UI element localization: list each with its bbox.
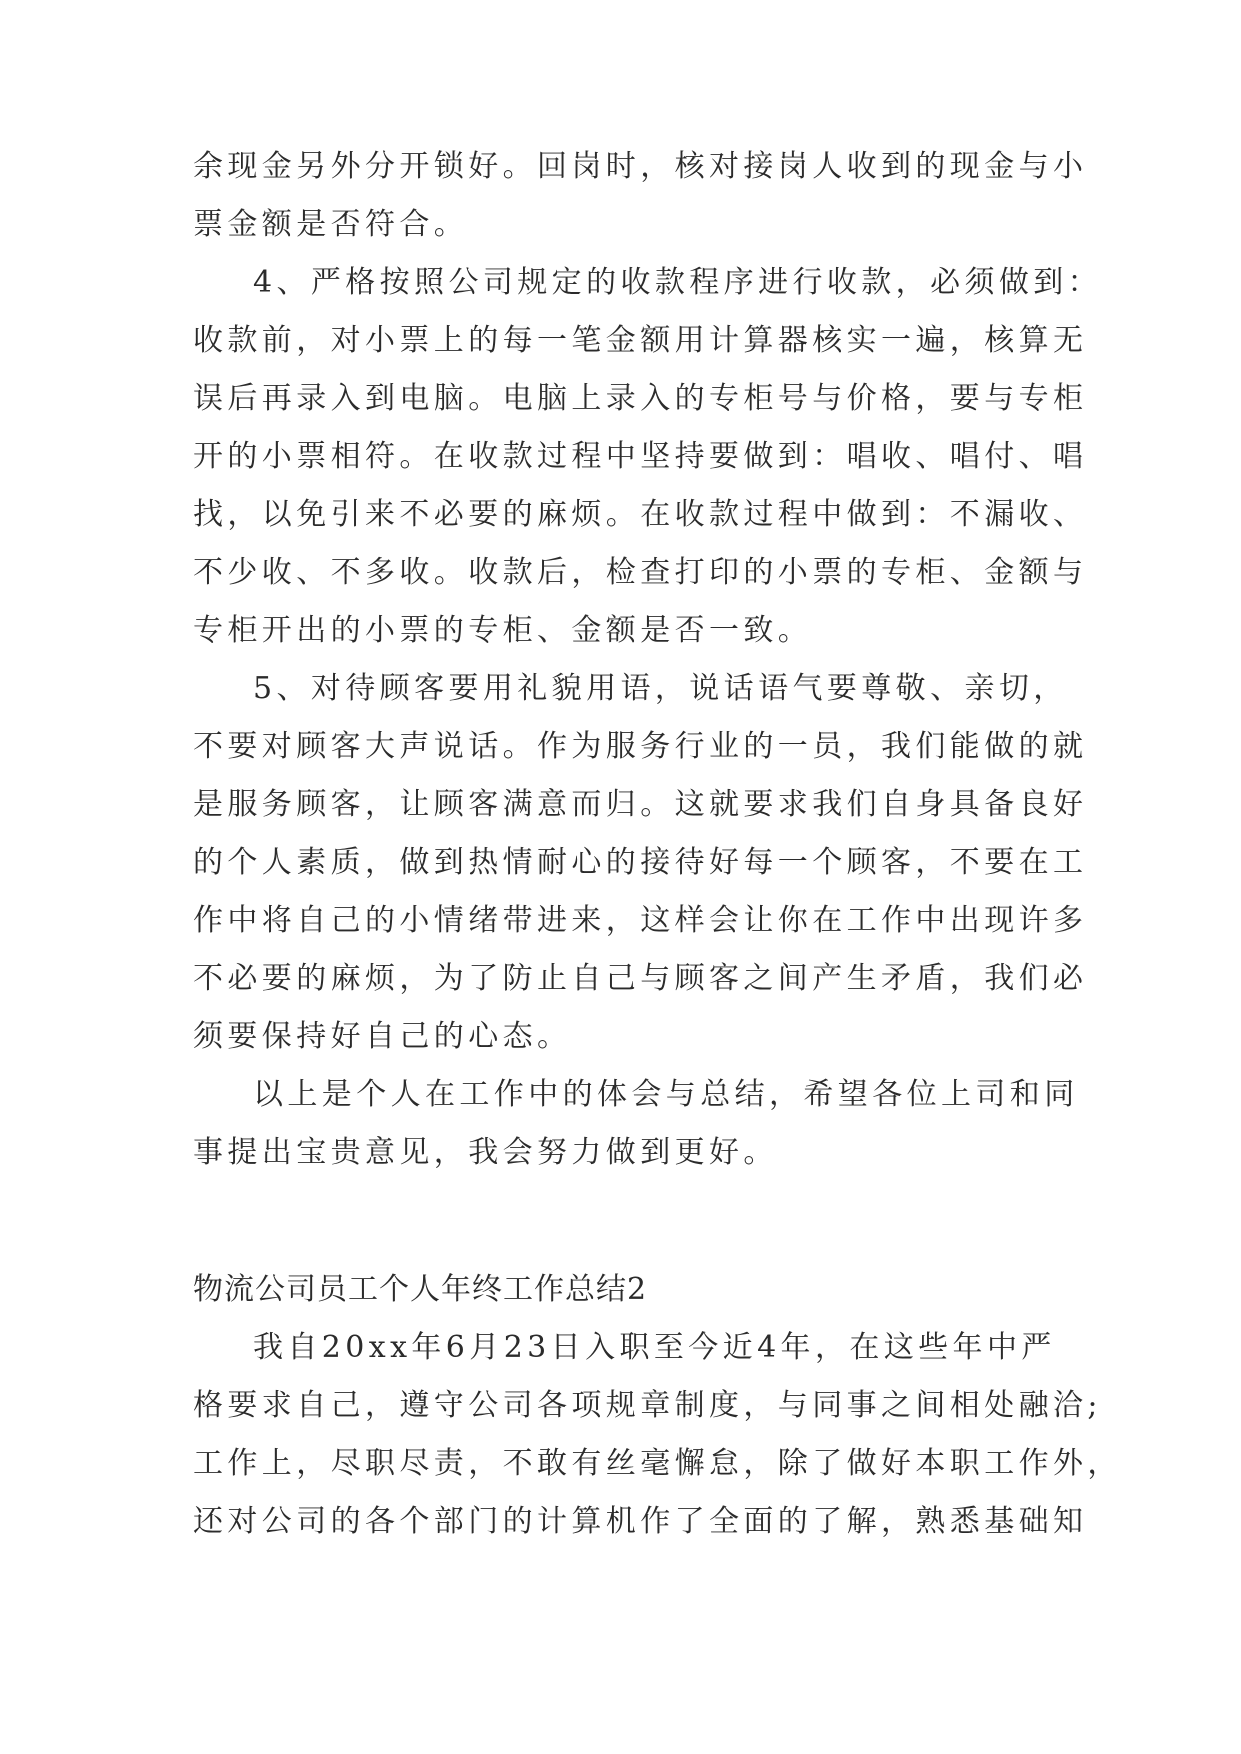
section-title: 物流公司员工个人年终工作总结2	[193, 1272, 648, 1307]
text-line: 是服务顾客，让顾客满意而归。这就要求我们自身具备良好	[193, 787, 1088, 822]
text-line: 不必要的麻烦，为了防止自己与顾客之间产生矛盾，我们必	[193, 961, 1088, 996]
text-line: 找，以免引来不必要的麻烦。在收款过程中做到：不漏收、	[193, 497, 1088, 532]
text-line: 不少收、不多收。收款后，检查打印的小票的专柜、金额与	[193, 555, 1088, 590]
text-line: 还对公司的各个部门的计算机作了全面的了解，熟悉基础知	[193, 1504, 1088, 1539]
text-line: 我自20xx年6月23日入职至今近4年，在这些年中严	[253, 1330, 1056, 1365]
text-line: 不要对顾客大声说话。作为服务行业的一员，我们能做的就	[193, 729, 1088, 764]
text-line: 开的小票相符。在收款过程中坚持要做到：唱收、唱付、唱	[193, 439, 1088, 474]
text-line: 作中将自己的小情绪带进来，这样会让你在工作中出现许多	[193, 903, 1088, 938]
text-line: 以上是个人在工作中的体会与总结，希望各位上司和同	[253, 1077, 1079, 1112]
text-line: 票金额是否符合。	[193, 207, 469, 242]
text-line: 5、对待顾客要用礼貌用语，说话语气要尊敬、亲切，	[253, 671, 1068, 706]
text-line: 的个人素质，做到热情耐心的接待好每一个顾客，不要在工	[193, 845, 1088, 880]
text-line: 余现金另外分开锁好。回岗时，核对接岗人收到的现金与小	[193, 149, 1088, 184]
text-line: 误后再录入到电脑。电脑上录入的专柜号与价格，要与专柜	[193, 381, 1088, 416]
text-line: 收款前，对小票上的每一笔金额用计算器核实一遍，核算无	[193, 323, 1088, 358]
text-line: 4、严格按照公司规定的收款程序进行收款，必须做到：	[253, 265, 1103, 300]
text-line: 须要保持好自己的心态。	[193, 1019, 572, 1054]
text-line: 事提出宝贵意见，我会努力做到更好。	[193, 1135, 778, 1170]
text-line: 格要求自己，遵守公司各项规章制度，与同事之间相处融洽;	[193, 1388, 1102, 1423]
text-line: 专柜开出的小票的专柜、金额是否一致。	[193, 613, 813, 648]
text-line: 工作上，尽职尽责，不敢有丝毫懈怠，除了做好本职工作外，	[193, 1446, 1122, 1481]
